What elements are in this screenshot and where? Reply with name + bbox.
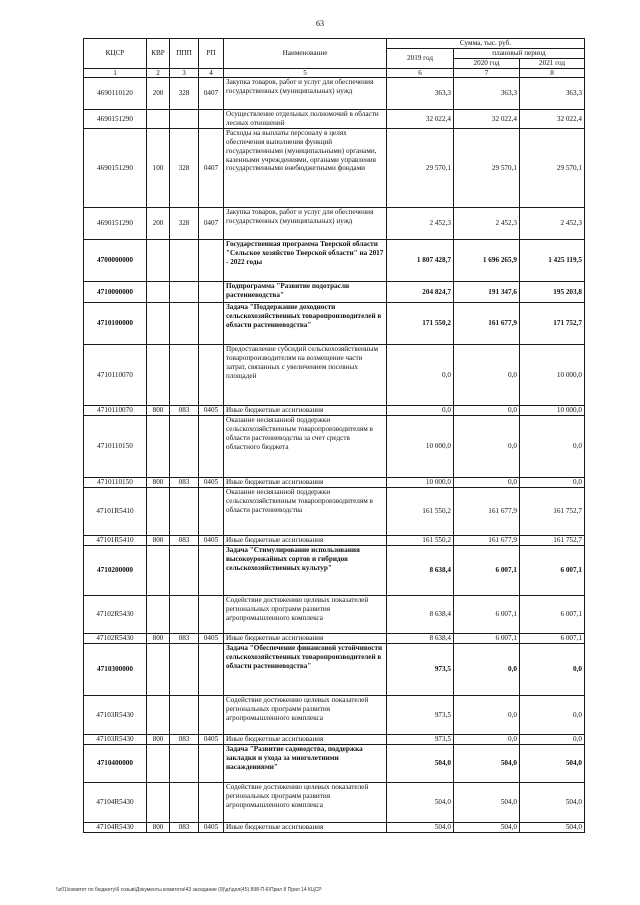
cell-ppp: 083 [170,406,199,416]
cell-ppp: 328 [170,208,199,240]
cell-kvr [147,303,170,345]
cell-ppp [170,282,199,303]
table-row [84,696,585,735]
cell-2021: 6 007,1 [520,546,585,596]
cell-2019: 973,5 [387,644,454,696]
table-row [84,823,585,833]
cell-ppp [170,546,199,596]
cell-ppp: 083 [170,478,199,488]
cell-kvr [147,644,170,696]
cell-rp: 0407 [199,208,224,240]
cell-kcsr: 4690151290 [84,110,147,129]
cell-2021: 2 452,3 [520,208,585,240]
cell-2019: 10 000,0 [387,416,454,478]
cell-name: Иные бюджетные ассигнования [224,634,387,644]
table-row [84,644,585,696]
cell-ppp: 083 [170,823,199,833]
cell-2021: 6 007,1 [520,596,585,634]
cell-kvr [147,546,170,596]
cell-kvr: 800 [147,478,170,488]
cell-2019: 504,0 [387,783,454,823]
table-row [84,129,585,208]
cell-kvr [147,240,170,282]
cell-kcsr: 4710200000 [84,546,147,596]
cell-rp [199,240,224,282]
cell-kvr [147,488,170,536]
cell-name: Государственная программа Тверской области "Сельское хозяйство Тверской области" на 2017 - 2022 годы [224,240,387,282]
cell-2019: 32 022,4 [387,110,454,129]
cell-kcsr: 47101R5410 [84,536,147,546]
cell-rp [199,488,224,536]
cell-ppp [170,644,199,696]
cell-2021: 195 203,8 [520,282,585,303]
cell-2020: 6 007,1 [454,634,520,644]
cell-rp [199,783,224,823]
cell-rp: 0405 [199,478,224,488]
cell-rp [199,345,224,406]
header-sum: Сумма, тыс. руб. [387,39,585,49]
cell-2020: 1 696 265,9 [454,240,520,282]
cell-ppp [170,596,199,634]
cell-kvr [147,345,170,406]
table-row [84,488,585,536]
table-row [84,536,585,546]
cell-2020: 504,0 [454,783,520,823]
cell-2021: 10 000,0 [520,345,585,406]
cell-2019: 973,5 [387,696,454,735]
cell-kcsr: 47102R5430 [84,596,147,634]
cell-ppp [170,488,199,536]
cell-2020: 191 347,6 [454,282,520,303]
cell-2020: 0,0 [454,735,520,745]
cell-ppp [170,745,199,783]
cell-2020: 0,0 [454,644,520,696]
cell-2020: 161 677,9 [454,536,520,546]
header-kcsr: КЦСР [84,39,147,69]
cell-name: Оказание несвязанной поддержки сельскохозяйственным товаропроизводителям в области растениеводства за счет средств областного бюджета [224,416,387,478]
cell-ppp [170,783,199,823]
cell-kcsr: 4710000000 [84,282,147,303]
cell-2019: 504,0 [387,745,454,783]
cell-name: Содействие достижению целевых показателей региональных программ развития агропромышленного комплекса [224,696,387,735]
cell-kcsr: 4710110070 [84,406,147,416]
cell-rp [199,303,224,345]
table-row [84,240,585,282]
cell-name: Задача "Стимулирование использования высокоурожайных сортов и гибридов сельскохозяйственных культур" [224,546,387,596]
cell-kvr [147,783,170,823]
header-2020: 2020 год [454,58,520,68]
header-2021: 2021 год [520,58,585,68]
cell-2019: 504,0 [387,823,454,833]
table-row [84,634,585,644]
cell-2020: 0,0 [454,416,520,478]
cell-rp: 0407 [199,78,224,110]
cell-rp [199,596,224,634]
column-number: 8 [520,68,585,78]
cell-ppp: 083 [170,536,199,546]
cell-kcsr: 4710300000 [84,644,147,696]
cell-kvr: 800 [147,634,170,644]
cell-ppp [170,240,199,282]
cell-2019: 161 550,2 [387,536,454,546]
cell-kcsr: 4690151290 [84,208,147,240]
column-number: 2 [147,68,170,78]
cell-kcsr: 47103R5430 [84,735,147,745]
cell-2019: 8 638,4 [387,546,454,596]
cell-2021: 161 752,7 [520,488,585,536]
cell-rp: 0405 [199,735,224,745]
cell-2020: 6 007,1 [454,596,520,634]
cell-kcsr: 4710100000 [84,303,147,345]
cell-2021: 0,0 [520,416,585,478]
cell-2021: 29 570,1 [520,129,585,208]
cell-name: Осуществление отдельных полномочий в области лесных отношений [224,110,387,129]
cell-ppp: 328 [170,129,199,208]
cell-2021: 363,3 [520,78,585,110]
header-ppp: ППП [170,39,199,69]
cell-2020: 29 570,1 [454,129,520,208]
cell-kvr: 200 [147,208,170,240]
header-2019: 2019 год [387,49,454,69]
cell-2019: 0,0 [387,345,454,406]
cell-kvr [147,596,170,634]
file-path-footer: \\z01\комитет по бюджету\6 созыв\Документы комитета\43 заседание (9)\дг\дел(45) 898-П-6\Прил 8 Прил 14 КЦСР [56,887,322,893]
cell-kvr [147,416,170,478]
table-row [84,546,585,596]
cell-rp: 0405 [199,634,224,644]
cell-2019: 0,0 [387,406,454,416]
cell-2021: 6 007,1 [520,634,585,644]
cell-kcsr: 47103R5430 [84,696,147,735]
column-number: 7 [454,68,520,78]
cell-rp [199,282,224,303]
cell-2019: 171 550,2 [387,303,454,345]
cell-name: Иные бюджетные ассигнования [224,478,387,488]
cell-rp [199,696,224,735]
cell-ppp: 083 [170,634,199,644]
cell-ppp [170,345,199,406]
cell-kcsr: 47101R5410 [84,488,147,536]
cell-2019: 204 824,7 [387,282,454,303]
cell-2019: 973,5 [387,735,454,745]
cell-rp [199,416,224,478]
cell-ppp [170,416,199,478]
cell-name: Иные бюджетные ассигнования [224,823,387,833]
cell-2020: 2 452,3 [454,208,520,240]
cell-2021: 0,0 [520,735,585,745]
cell-2020: 0,0 [454,696,520,735]
table-row [84,303,585,345]
cell-kcsr: 4710110150 [84,478,147,488]
table-row [84,78,585,110]
cell-name: Иные бюджетные ассигнования [224,735,387,745]
cell-kvr: 200 [147,78,170,110]
cell-name: Содействие достижению целевых показателей региональных программ развития агропромышленного комплекса [224,783,387,823]
cell-2019: 1 807 428,7 [387,240,454,282]
cell-2021: 171 752,7 [520,303,585,345]
header-name: Наименование [224,39,387,69]
cell-rp [199,110,224,129]
cell-2021: 0,0 [520,478,585,488]
cell-rp: 0405 [199,823,224,833]
cell-kvr: 800 [147,406,170,416]
cell-name: Расходы на выплаты персоналу в целях обеспечения выполнения функций государственными (муниципальными) органами, казенными учреждениями, органами управления государственными внебюджетными фондами [224,129,387,208]
cell-kvr [147,745,170,783]
cell-rp: 0405 [199,536,224,546]
cell-2020: 0,0 [454,478,520,488]
cell-name: Закупка товаров, работ и услуг для обеспечения государственных (муниципальных) нужд [224,208,387,240]
cell-rp [199,745,224,783]
column-number: 6 [387,68,454,78]
table-row [84,478,585,488]
cell-name: Подпрограмма "Развитие подотрасли растениеводства" [224,282,387,303]
cell-ppp [170,110,199,129]
cell-2019: 2 452,3 [387,208,454,240]
cell-ppp: 083 [170,735,199,745]
cell-name: Задача "Поддержание доходности сельскохозяйственных товаропроизводителей в области растениеводства" [224,303,387,345]
column-number: 3 [170,68,199,78]
column-number: 5 [224,68,387,78]
budget-table [83,38,585,833]
page-number: 63 [316,19,324,28]
cell-2021: 10 000,0 [520,406,585,416]
cell-2019: 8 638,4 [387,634,454,644]
table-row [84,596,585,634]
cell-2020: 363,3 [454,78,520,110]
cell-name: Оказание несвязанной поддержки сельскохозяйственным товаропроизводителям в области растениеводства [224,488,387,536]
table-row [84,735,585,745]
cell-kvr [147,282,170,303]
cell-2019: 363,3 [387,78,454,110]
cell-rp [199,546,224,596]
cell-name: Содействие достижению целевых показателей региональных программ развития агропромышленного комплекса [224,596,387,634]
cell-2021: 504,0 [520,823,585,833]
cell-name: Иные бюджетные ассигнования [224,406,387,416]
table-row [84,345,585,406]
cell-2019: 10 000,0 [387,478,454,488]
cell-kcsr: 4700000000 [84,240,147,282]
table-row [84,783,585,823]
cell-2021: 161 752,7 [520,536,585,546]
cell-2020: 504,0 [454,823,520,833]
cell-kvr: 800 [147,536,170,546]
cell-kcsr: 4710400000 [84,745,147,783]
cell-name: Закупка товаров, работ и услуг для обеспечения государственных (муниципальных) нужд [224,78,387,110]
table-row [84,416,585,478]
table-row [84,406,585,416]
cell-kvr: 800 [147,735,170,745]
cell-2021: 0,0 [520,696,585,735]
table-row [84,282,585,303]
column-number: 4 [199,68,224,78]
cell-name: Иные бюджетные ассигнования [224,536,387,546]
cell-ppp [170,696,199,735]
cell-kcsr: 4710110070 [84,345,147,406]
cell-ppp [170,303,199,345]
cell-rp [199,644,224,696]
cell-kcsr: 47104R5430 [84,783,147,823]
cell-2021: 504,0 [520,745,585,783]
cell-2020: 161 677,9 [454,303,520,345]
table-row [84,745,585,783]
cell-2021: 0,0 [520,644,585,696]
cell-2020: 0,0 [454,406,520,416]
table-body [84,78,585,833]
cell-2020: 161 677,9 [454,488,520,536]
cell-rp: 0407 [199,129,224,208]
cell-rp: 0405 [199,406,224,416]
cell-2021: 504,0 [520,783,585,823]
cell-2021: 1 425 119,5 [520,240,585,282]
cell-kcsr: 4710110150 [84,416,147,478]
cell-kcsr: 4690110120 [84,78,147,110]
header-rp: РП [199,39,224,69]
cell-2020: 504,0 [454,745,520,783]
table-row [84,110,585,129]
cell-2020: 0,0 [454,345,520,406]
cell-ppp: 328 [170,78,199,110]
cell-2020: 32 022,4 [454,110,520,129]
cell-2019: 29 570,1 [387,129,454,208]
cell-kcsr: 47104R5430 [84,823,147,833]
cell-kvr [147,110,170,129]
cell-name: Задача "Развитие садоводства, поддержка закладки и ухода за многолетними насаждениями" [224,745,387,783]
cell-2021: 32 022,4 [520,110,585,129]
cell-kvr: 100 [147,129,170,208]
cell-kvr: 800 [147,823,170,833]
cell-kvr [147,696,170,735]
cell-name: Задача "Обеспечение финансовой устойчивости сельскохозяйственных товаропроизводителей в области растениеводства" [224,644,387,696]
cell-2019: 161 550,2 [387,488,454,536]
cell-2019: 8 638,4 [387,596,454,634]
header-kvr: КВР [147,39,170,69]
cell-2020: 6 007,1 [454,546,520,596]
cell-kcsr: 47102R5430 [84,634,147,644]
cell-kcsr: 4690151290 [84,129,147,208]
table-row [84,208,585,240]
header-planned-period: плановый период [454,49,585,59]
column-number: 1 [84,68,147,78]
cell-name: Предоставление субсидий сельскохозяйственным товаропроизводителям на возмещение части затрат, связанных с увеличением посевных площадей [224,345,387,406]
